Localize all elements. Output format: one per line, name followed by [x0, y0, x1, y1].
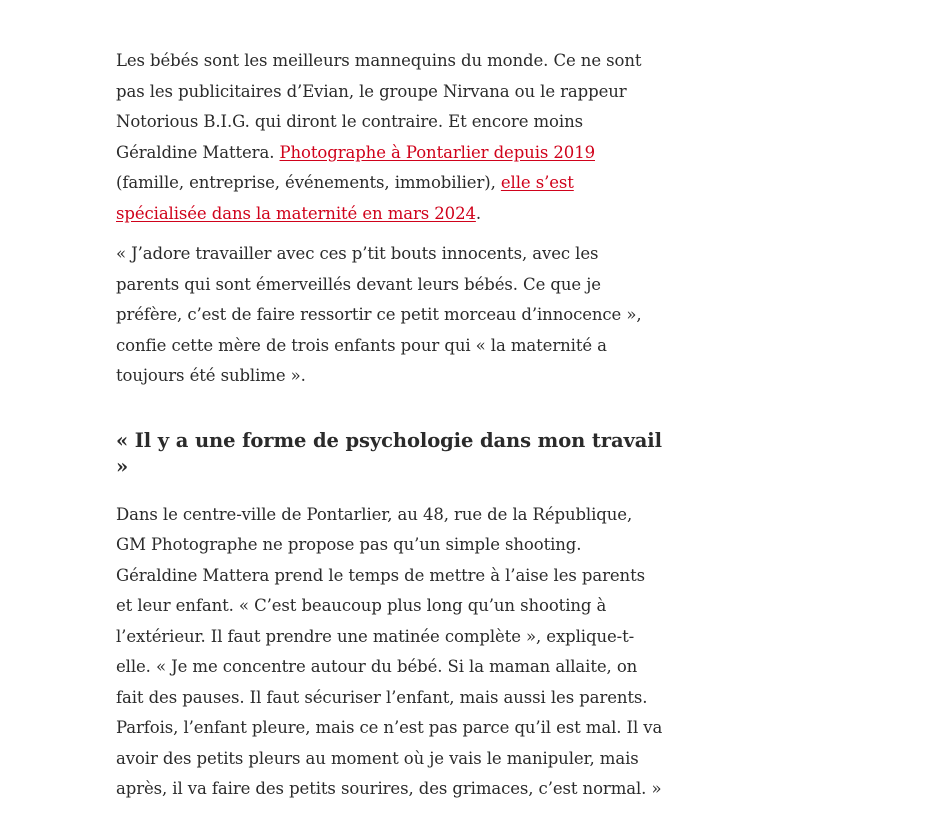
intro-paragraph	[116, 46, 664, 229]
body-paragraph: Dans le centre-ville de Pontarlier, au 48, rue de la République, GM Photographe ne propose pas qu’un simple shooting. Géraldine Mattera prend le temps de mettre à l’aise les parents et leur enfant. « C’est beaucoup plus long qu’un shooting à l’extérieur. Il faut prendre une matinée complète », explique-t-elle. « Je me concentre autour du bébé. Si la maman allaite, on fait des pauses. Il faut sécuriser l’enfant, mais aussi les parents. Parfois, l’enfant pleure, mais ce n’est pas parce qu’il est mal. Il va avoir des petits pleurs au moment où je vais le manipuler, mais après, il va faire des petits sourires, des grimaces, c’est normal. »	[116, 504, 663, 798]
intro-text: Les bébés sont les meilleurs mannequins du monde. Ce ne sont pas les publicitaires d’Evian, le groupe Nirvana ou le rappeur Notorious B.I.G. qui diront le contraire. Et encore moins Géraldine Mattera.	[116, 51, 642, 162]
quote-paragraph: « J’adore travailler avec ces p’tit bouts innocents, avec les parents qui sont émerveillés devant leurs bébés. Ce que je préfère, c’est de faire ressortir ce petit morceau d’innocence », confie cette mère de trois enfants pour qui « la maternité a toujours été sublime ».	[116, 244, 642, 385]
photographer-link[interactable]: Photographe à Pontarlier depuis 2019	[279, 142, 595, 162]
intro-text-end: .	[475, 203, 482, 223]
intro-text-middle: (famille, entreprise, événements, immobilier),	[116, 173, 501, 192]
article-body	[116, 46, 664, 815]
section-heading: « Il y a une forme de psychologie dans mon travail »	[116, 428, 662, 478]
maternity-link[interactable]: elle s’est spécialisée dans la maternité en mars 2024	[116, 173, 574, 223]
